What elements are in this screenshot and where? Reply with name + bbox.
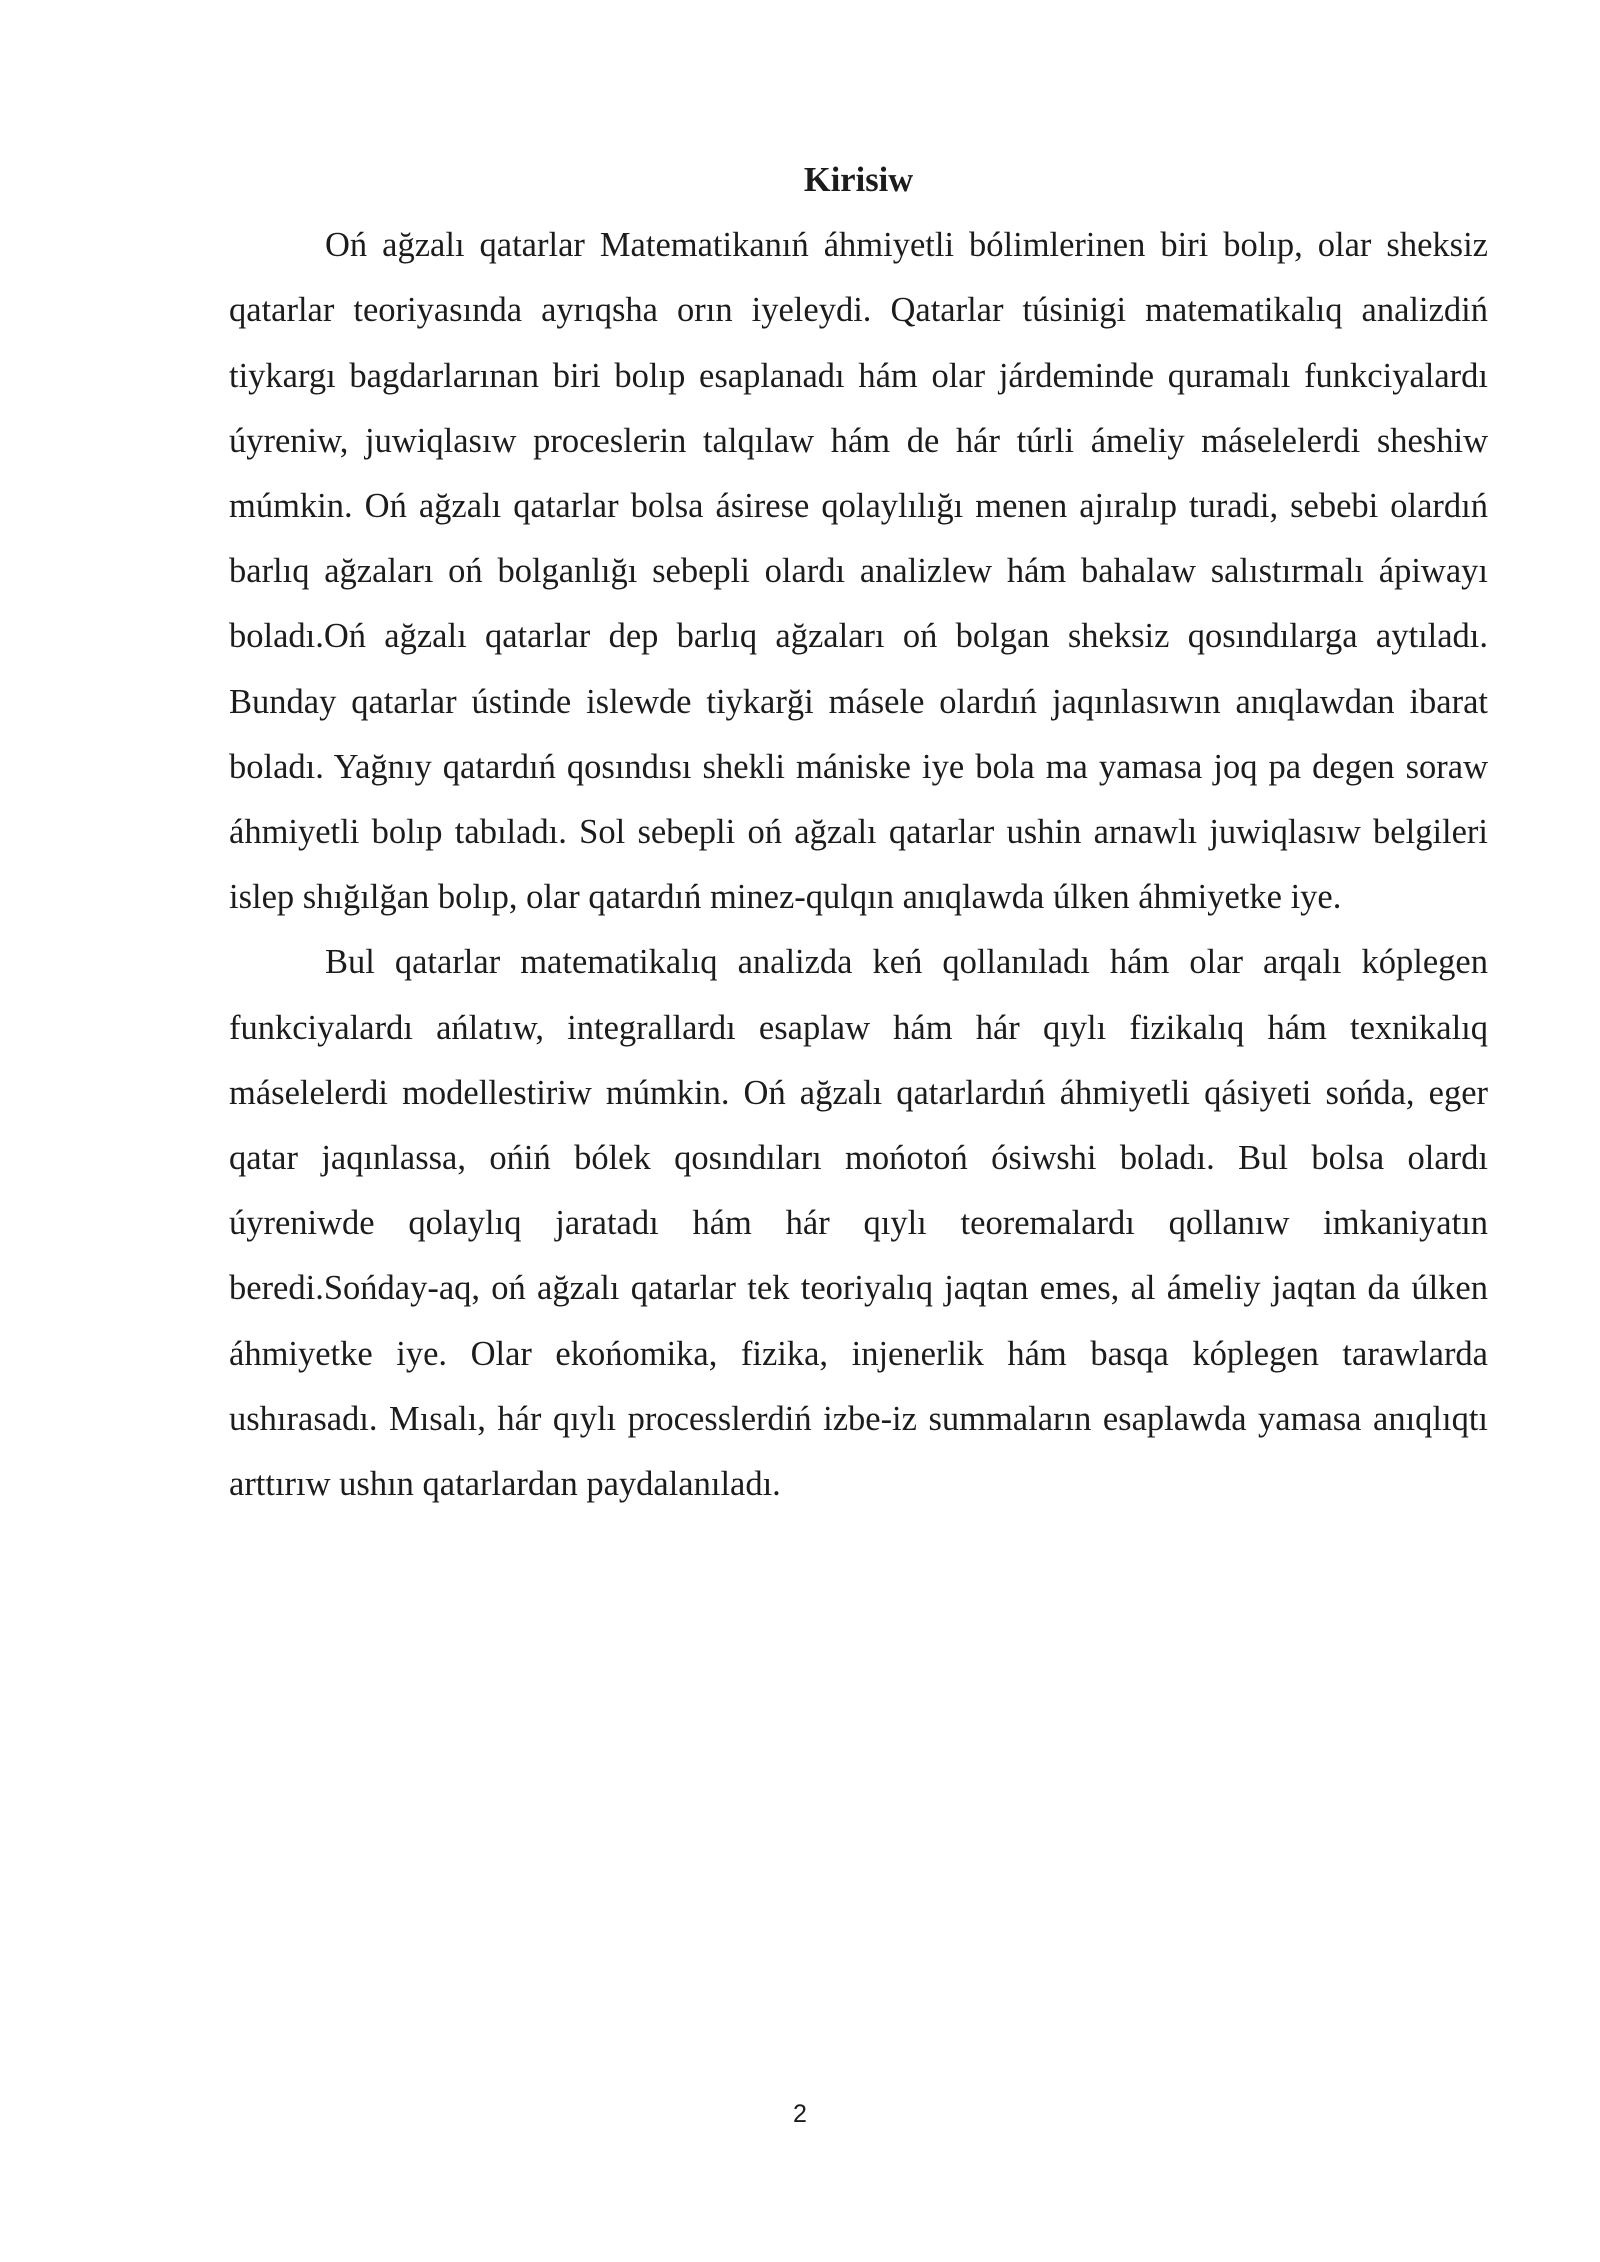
page-number: 2 (793, 2100, 807, 2128)
section-heading: Kirisiw (803, 161, 914, 199)
paragraph-1: Oń ağzalı qatarlar Matematikanıń áhmiyetli bólimlerinen biri bolıp, olar sheksiz qatarlar teoriyasında ayrıqsha orın iyeleydi. Qatarlar túsinigi matematikalıq analizdiń tiykargı bagdarlarınan biri bolıp esaplanadı hám olar járdeminde quramalı funkciyalardı úyreniw, juwiqlasıw proceslerin talqılaw hám de hár túrli ámeliy máselelerdi sheshiw múmkin. Oń ağzalı qatarlar bolsa ásirese qolaylılığı menen ajıralıp turadi, sebebi olardıń barlıq ağzaları oń bolganlığı sebepli olardı analizlew hám bahalaw salıstırmalı ápiwayı boladı.Oń ağzalı qatarlar dep barlıq ağzaları oń bolgan sheksiz qosındılarga aytıladı. Bunday qatarlar ústinde islewde tiykarği másele olardıń jaqınlasıwın anıqlawdan ibarat boladı. Yağnıy qatardıń qosındısı shekli mániske iye bola ma yamasa joq pa degen soraw áhmiyetli bolıp tabıladı. Sol sebepli oń ağzalı qatarlar ushin arnawlı juwiqlasıw belgileri islep shığılğan bolıp, olar qatardıń minez-qulqın anıqlawda úlken áhmiyetke iye. (229, 226, 1488, 917)
page-content (229, 148, 1488, 1517)
paragraph-2: Bul qatarlar matematikalıq analizda keń qollanıladı hám olar arqalı kóplegen funkciyalardı ańlatıw, integrallardı esaplaw hám hár qıylı fizikalıq hám texnikalıq máselelerdi modellestiriw múmkin. Oń ağzalı qatarlardıń áhmiyetli qásiyeti sońda, eger qatar jaqınlassa, ońiń bólek qosındıları mońotoń ósiwshi boladı. Bul bolsa olardı úyreniwde qolaylıq jaratadı hám hár qıylı teoremalardı qollanıw imkaniyatın beredi.Sońday-aq, oń ağzalı qatarlar tek teoriyalıq jaqtan emes, al ámeliy jaqtan da úlken áhmiyetke iye. Olar ekońomika, fizika, injenerlik hám basqa kóplegen tarawlarda ushırasadı. Mısalı, hár qıylı processlerdiń izbe-iz summaların esaplawda yamasa anıqlıqtı arttırıw ushın qatarlardan paydalanıladı. (229, 943, 1488, 1504)
